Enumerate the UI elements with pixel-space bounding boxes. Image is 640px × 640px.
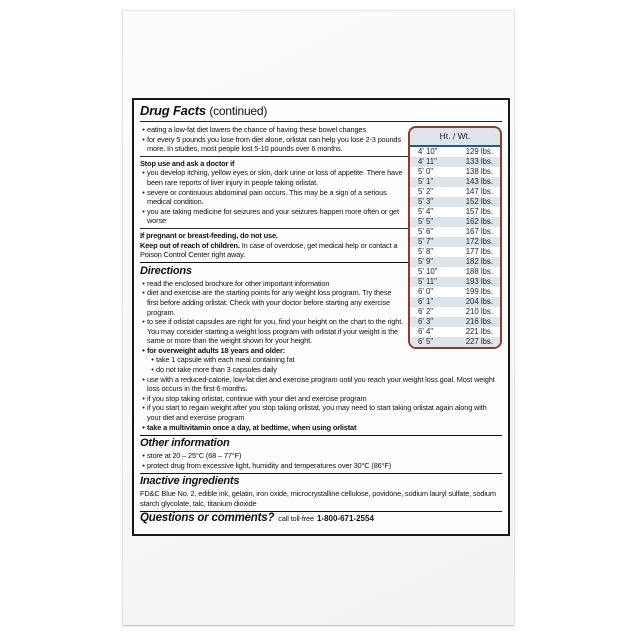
questions-row: [140, 511, 502, 524]
weight-cell: 143 lbs.: [465, 176, 493, 186]
bullet-item: [140, 317, 404, 346]
bullet-text: you develop itching, yellow eyes or skin, dark urine or loss of appetite. There have been rare reports of liver injury in people taking orlistat.: [147, 168, 403, 187]
bullet-icon: •: [142, 374, 145, 384]
bullet-text: to see if orlistat capsules are right for you, find your height on the chart to the right. You may consider starting a weight loss program with orlistat if your weight is the same or more than the weight shown for your height.: [147, 317, 403, 346]
table-row: [410, 267, 500, 277]
questions-heading: Questions or comments?: [140, 511, 275, 524]
height-cell: 6' 5": [418, 336, 434, 346]
bullet-item: [140, 288, 404, 317]
height-cell: 6' 3": [418, 316, 434, 326]
bullet-text: diet and exercise are the starting points for any weight loss program. Try these first before adding orlistat. Check with your doctor before starting any exercise program.: [147, 288, 392, 317]
bullet-text: if you start to regain weight after you stop taking orlistat, you may need to start taking orlistat again along with your diet and exercise program: [147, 403, 487, 423]
weight-cell: 157 lbs.: [465, 206, 493, 216]
weight-cell: 172 lbs.: [465, 236, 493, 246]
other-information-bullets: [140, 451, 502, 470]
bullet-item: [140, 279, 404, 289]
directions-bold-bullet: [140, 346, 404, 356]
stop-use-heading: Stop use and ask a doctor if: [140, 158, 235, 168]
package-panel: [122, 10, 515, 626]
height-cell: 5' 11": [418, 276, 437, 286]
height-cell: 5' 8": [418, 246, 434, 256]
bullet-text: protect drug from excessive light, humidity and temperatures over 30°C (86°F): [147, 460, 392, 470]
height-cell: 5' 2": [418, 186, 434, 196]
height-cell: 4' 11": [418, 156, 437, 166]
bullet-text: store at 20 – 25°C (68 – 77°F): [147, 451, 242, 461]
weight-cell: 177 lbs.: [465, 246, 493, 256]
height-weight-table-body: [410, 147, 500, 347]
drug-facts-panel: [132, 98, 510, 536]
table-row: [410, 167, 500, 177]
bullet-text: you are taking medicine for seizures and your seizures happen more often or get worse: [147, 206, 399, 226]
weight-cell: 193 lbs.: [465, 276, 493, 286]
other-information-heading: Other information: [140, 437, 230, 450]
bullet-item: [140, 451, 502, 461]
weight-cell: 221 lbs.: [465, 326, 493, 336]
weight-cell: 167 lbs.: [465, 226, 493, 236]
height-cell: 5' 7": [418, 236, 434, 246]
drug-facts-content: [140, 125, 502, 523]
height-cell: 5' 1": [418, 176, 434, 186]
bullet-item: [140, 375, 502, 394]
bullet-icon: •: [142, 187, 145, 197]
table-row: [410, 297, 500, 307]
bullet-icon: •: [142, 393, 145, 403]
bullet-text: read the enclosed brochure for other important information: [147, 278, 330, 288]
height-cell: 6' 2": [418, 306, 434, 316]
bullet-icon: •: [142, 206, 145, 216]
height-weight-table: [408, 126, 502, 349]
bullet-icon: •: [142, 288, 145, 298]
bullet-item: [140, 394, 502, 404]
weight-cell: 152 lbs.: [465, 196, 493, 206]
table-row: [410, 157, 500, 167]
bullet-item: [140, 188, 404, 207]
weight-cell: 199 lbs.: [465, 286, 493, 296]
table-row: [410, 217, 500, 227]
table-row: [410, 237, 500, 247]
bullet-icon: •: [142, 134, 145, 144]
table-row: [410, 187, 500, 197]
table-row: [410, 307, 500, 317]
bullet-text: use with a reduced-calorie, low-fat diet and exercise program until you reach your weight loss goal. Most weight loss occurs in the first 6 months.: [147, 374, 495, 394]
bullet-icon: •: [142, 278, 145, 288]
table-row: [410, 337, 500, 347]
weight-cell: 216 lbs.: [465, 316, 493, 326]
drug-facts-title-text: Drug Facts: [140, 103, 206, 118]
height-cell: 6' 4": [418, 326, 434, 336]
height-cell: 5' 5": [418, 216, 434, 226]
section-divider: [140, 121, 502, 122]
inactive-ingredients-heading: Inactive ingredients: [140, 475, 240, 488]
table-row: [410, 147, 500, 157]
height-cell: 6' 0": [418, 286, 434, 296]
bullet-icon: •: [142, 125, 145, 134]
bullet-icon: •: [142, 451, 145, 461]
table-row: [410, 317, 500, 327]
bullet-item: [140, 207, 404, 226]
height-cell: 5' 6": [418, 226, 434, 236]
directions-bold-bullet-text: for overweight adults 18 years and older:: [147, 345, 286, 355]
bullet-text: eating a low-fat diet lowers the chance of having these bowel changes: [147, 125, 366, 134]
table-row: [410, 287, 500, 297]
weight-cell: 147 lbs.: [465, 186, 493, 196]
bullet-icon: •: [142, 168, 145, 178]
bullet-icon: •: [142, 460, 145, 470]
table-row: [410, 257, 500, 267]
section-divider: [140, 473, 502, 474]
weight-cell: 129 lbs.: [465, 146, 493, 156]
weight-cell: 133 lbs.: [465, 156, 493, 166]
bullet-icon: •: [142, 422, 145, 432]
directions-multivitamin-bullet: [140, 423, 502, 433]
section-divider: [140, 435, 502, 436]
drug-facts-title: [140, 103, 502, 119]
bullet-text: severe or continuous abdominal pain occurs. This may be a sign of a serious medical condition.: [147, 187, 387, 207]
height-cell: 5' 3": [418, 196, 434, 206]
bullet-item: [140, 168, 404, 187]
bullet-icon: •: [142, 403, 145, 413]
directions-sub-bullets: [149, 355, 502, 374]
keep-out-warning-rest: In case of overdose, get medical help or contact a Poison Control Center right away.: [140, 240, 398, 260]
table-row: [410, 177, 500, 187]
directions-multivitamin-text: take a multivitamin once a day, at bedtime, when using orlistat: [147, 422, 357, 432]
height-cell: 5' 10": [418, 266, 438, 276]
weight-cell: 210 lbs.: [465, 306, 493, 316]
bullet-item: [140, 403, 502, 422]
bullet-text: do not take more than 3 capsules daily: [156, 365, 277, 375]
bullet-icon: •: [142, 345, 145, 355]
bullet-item: [140, 135, 404, 154]
table-row: [410, 247, 500, 257]
bullet-item: [140, 125, 404, 135]
height-cell: 4' 10": [418, 146, 438, 156]
bullet-text: take 1 capsule with each meal containing fat: [156, 355, 295, 365]
table-row: [410, 207, 500, 217]
weight-cell: 188 lbs.: [465, 266, 493, 276]
bullet-icon: •: [142, 317, 145, 327]
phone-number: 1-800-671-2554: [316, 513, 374, 523]
bullet-item: [149, 365, 502, 375]
inactive-ingredients-text: FD&C Blue No. 2, edible ink, gelatin, iron oxide, microcrystalline cellulose, povidone, sodium lauryl sulfate, sodium starch glycolate, talc, titanium dioxide: [140, 489, 496, 508]
bullet-icon: •: [151, 365, 154, 375]
keep-out-warning-lead: Keep out of reach of children.: [140, 240, 240, 250]
questions-call-label: call toll-free: [278, 513, 314, 523]
pregnant-warning: If pregnant or breast-feeding, do not use.: [140, 230, 278, 240]
height-weight-table-header: Ht. / Wt.: [410, 128, 500, 147]
bullet-icon: •: [151, 355, 154, 365]
bullet-item: [140, 461, 502, 471]
bullet-text: if you stop taking orlistat, continue with your diet and exercise program: [147, 393, 367, 403]
weight-cell: 138 lbs.: [465, 166, 493, 176]
height-cell: 6' 1": [418, 296, 434, 306]
bullet-item: [149, 355, 502, 365]
directions-heading: Directions: [140, 264, 192, 277]
bullet-text: for every 5 pounds you lose from diet alone, orlistat can help you lose 2-3 pounds more. In studies, most people lost 5-10 pounds over 6 months.: [147, 134, 401, 154]
height-cell: 5' 0": [418, 166, 434, 176]
height-cell: 5' 9": [418, 256, 434, 266]
table-row: [410, 277, 500, 287]
weight-cell: 162 lbs.: [465, 216, 493, 226]
height-cell: 5' 4": [418, 206, 434, 216]
weight-cell: 204 lbs.: [465, 296, 493, 306]
table-row: [410, 197, 500, 207]
drug-facts-continued: (continued): [209, 104, 268, 118]
table-row: [410, 327, 500, 337]
table-row: [410, 227, 500, 237]
weight-cell: 227 lbs.: [465, 336, 493, 346]
directions-bullets-b: [140, 375, 502, 423]
weight-cell: 182 lbs.: [465, 256, 493, 266]
